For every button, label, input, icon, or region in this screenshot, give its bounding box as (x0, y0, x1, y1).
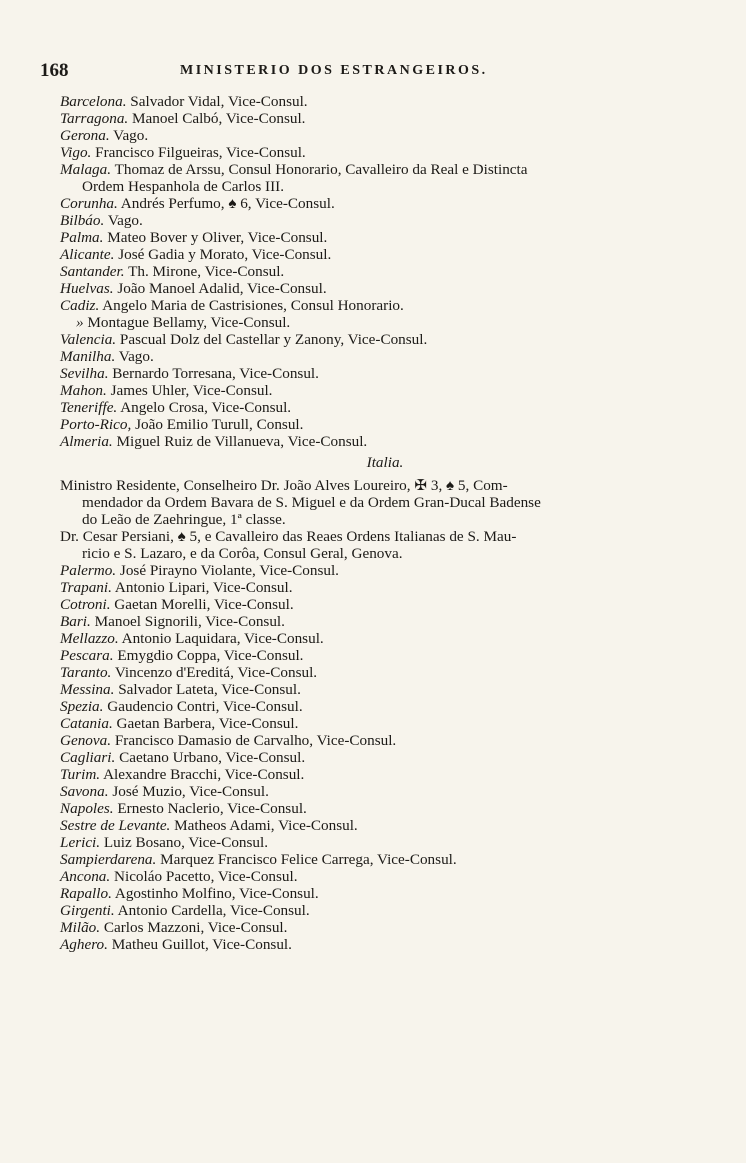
list-item (60, 93, 710, 110)
place-name: Genova. (60, 732, 112, 749)
minister-line: Ministro Residente, Conselheiro Dr. João Alves Loureiro, ✠ 3, ♠ 5, Com- (60, 477, 508, 494)
italia-minister-entry (60, 477, 710, 528)
page-number: 168 (40, 60, 69, 81)
list-item (60, 246, 710, 263)
place-name: Bilbáo. (60, 212, 105, 229)
list-item (60, 919, 710, 936)
consul-entry-text: Francisco Damasio de Carvalho, Vice-Consul. (111, 732, 397, 749)
list-item (60, 382, 710, 399)
list-item (60, 766, 710, 783)
list-item (60, 936, 710, 953)
place-name: Aghero. (60, 936, 108, 953)
list-item (60, 885, 710, 902)
list-item (60, 783, 710, 800)
running-title: MINISTERIO DOS ESTRANGEIROS. (180, 63, 488, 78)
minister-line: mendador da Ordem Bavara de S. Miguel e da Ordem Gran-Ducal Badense (82, 494, 541, 511)
place-name: Rapallo. (60, 885, 112, 902)
list-item (60, 596, 710, 613)
consul-entry-text: Ordem Hespanhola de Carlos III. (82, 178, 285, 195)
list-item (60, 178, 710, 195)
list-item (60, 144, 710, 161)
list-item (60, 902, 710, 919)
place-name: Corunha. (60, 195, 118, 212)
consul-entry-text: Carlos Mazzoni, Vice-Consul. (100, 919, 288, 936)
place-name: Spezia. (60, 698, 104, 715)
place-name: » (76, 314, 84, 331)
list-item (60, 297, 710, 314)
consul-entry-text: Matheu Guillot, Vice-Consul. (107, 936, 292, 953)
place-name: Gerona. (60, 127, 110, 144)
consul-entry-text: José Gadia y Morato, Vice-Consul. (114, 246, 332, 263)
list-item (60, 280, 710, 297)
list-item (60, 399, 710, 416)
consul-entry-text: Bernardo Torresana, Vice-Consul. (108, 365, 319, 382)
consul-entry-text: Antonio Lipari, Vice-Consul. (111, 579, 293, 596)
place-name: Messina. (60, 681, 115, 698)
place-name: Palermo. (60, 562, 117, 579)
consul-entry-text: Gaudencio Contri, Vice-Consul. (103, 698, 303, 715)
consul-entry-text: Angelo Crosa, Vice-Consul. (117, 399, 292, 416)
list-item (60, 562, 710, 579)
list-item (60, 229, 710, 246)
list-item (60, 161, 710, 178)
place-name: Mahon. (60, 382, 107, 399)
consul-entry-text: Vago. (109, 127, 149, 144)
spain-consul-list (60, 93, 710, 450)
list-item (60, 314, 710, 331)
consul-entry-text: Salvador Vidal, Vice-Consul. (126, 93, 308, 110)
consul-entry-text: Mateo Bover y Oliver, Vice-Consul. (103, 229, 328, 246)
consul-general-line: ricio e S. Lazaro, e da Corôa, Consul Geral, Genova. (82, 545, 403, 562)
list-item (60, 681, 710, 698)
consul-entry-text: Vago. (104, 212, 143, 229)
list-item (60, 263, 710, 280)
list-item (60, 817, 710, 834)
place-name: Cotroni. (60, 596, 111, 613)
place-name: Malaga. (60, 161, 112, 178)
consul-entry-text: Ernesto Naclerio, Vice-Consul. (113, 800, 307, 817)
list-item (60, 212, 710, 229)
consul-entry-text: Antonio Laquidara, Vice-Consul. (118, 630, 324, 647)
place-name: Vigo. (60, 144, 92, 161)
page-header (40, 60, 596, 86)
consul-entry-text: Montague Bellamy, Vice-Consul. (83, 314, 291, 331)
consul-entry-text: Gaetan Barbera, Vice-Consul. (112, 715, 299, 732)
consul-entry-text: João Manoel Adalid, Vice-Consul. (113, 280, 327, 297)
consul-entry-text: Pascual Dolz del Castellar y Zanony, Vice-Consul. (116, 331, 428, 348)
consul-entry-text: Andrés Perfumo, ♠ 6, Vice-Consul. (117, 195, 335, 212)
italia-consul-list (60, 562, 710, 953)
italia-consul-general-entry (60, 528, 710, 562)
consul-entry-text: Manoel Signorili, Vice-Consul. (90, 613, 285, 630)
list-item (60, 834, 710, 851)
list-item (60, 416, 710, 433)
place-name: Turim. (60, 766, 101, 783)
consul-entry-text: Alexandre Bracchi, Vice-Consul. (100, 766, 305, 783)
list-item (60, 749, 710, 766)
place-name: Trapani. (60, 579, 112, 596)
place-name: Taranto. (60, 664, 112, 681)
place-name: Huelvas. (60, 280, 114, 297)
list-item (60, 110, 710, 127)
consul-entry-text: Salvador Lateta, Vice-Consul. (114, 681, 301, 698)
list-item (60, 433, 710, 450)
consul-entry-text: José Muzio, Vice-Consul. (108, 783, 269, 800)
minister-line: do Leão de Zaehringue, 1ª classe. (82, 511, 286, 528)
consul-entry-text: Antonio Cardella, Vice-Consul. (114, 902, 310, 919)
place-name: Cadiz. (60, 297, 100, 314)
consul-entry-text: Manoel Calbó, Vice-Consul. (128, 110, 306, 127)
list-item (60, 800, 710, 817)
consul-list (60, 93, 710, 953)
consul-entry-text: Miguel Ruiz de Villanueva, Vice-Consul. (112, 433, 368, 450)
place-name: Catania. (60, 715, 113, 732)
consul-entry-text: Gaetan Morelli, Vice-Consul. (110, 596, 294, 613)
place-name: Ancona. (60, 868, 111, 885)
place-name: Tarragona. (60, 110, 129, 127)
list-item (60, 868, 710, 885)
list-item (60, 630, 710, 647)
consul-entry-text: Agostinho Molfino, Vice-Consul. (111, 885, 319, 902)
consul-entry-text: Luiz Bosano, Vice-Consul. (100, 834, 269, 851)
list-item (60, 732, 710, 749)
consul-entry-text: João Emilio Turull, Consul. (131, 416, 304, 433)
place-name: Pescara. (60, 647, 114, 664)
place-name: Almeria. (60, 433, 113, 450)
place-name: Barcelona. (60, 93, 127, 110)
place-name: Alicante. (60, 246, 115, 263)
consul-entry-text: Francisco Filgueiras, Vice-Consul. (91, 144, 306, 161)
place-name: Milão. (60, 919, 101, 936)
consul-general-line: Dr. Cesar Persiani, ♠ 5, e Cavalleiro das Reaes Ordens Italianas de S. Mau- (60, 528, 517, 545)
place-name: Napoles. (60, 800, 114, 817)
place-name: Mellazzo. (60, 630, 119, 647)
list-item (60, 579, 710, 596)
place-name: Santander. (60, 263, 125, 280)
place-name: Palma. (60, 229, 104, 246)
list-item (60, 195, 710, 212)
list-item (60, 613, 710, 630)
place-name: Lerici. (60, 834, 101, 851)
place-name: Cagliari. (60, 749, 116, 766)
consul-entry-text: José Pirayno Violante, Vice-Consul. (116, 562, 339, 579)
list-item (60, 664, 710, 681)
list-item (60, 348, 710, 365)
place-name: Teneriffe. (60, 399, 118, 416)
list-item (60, 365, 710, 382)
list-item (60, 127, 710, 144)
list-item (60, 647, 710, 664)
consul-entry-text: Nicoláo Pacetto, Vice-Consul. (110, 868, 298, 885)
place-name: Valencia. (60, 331, 117, 348)
section-title-italia: Italia. (366, 454, 404, 471)
place-name: Sevilha. (60, 365, 109, 382)
consul-entry-text: Th. Mirone, Vice-Consul. (124, 263, 285, 280)
list-item (60, 331, 710, 348)
place-name: Sampierdarena. (60, 851, 157, 868)
place-name: Savona. (60, 783, 109, 800)
consul-entry-text: Marquez Francisco Felice Carrega, Vice-Consul. (156, 851, 457, 868)
consul-entry-text: Thomaz de Arssu, Consul Honorario, Cavalleiro da Real e Distincta (111, 161, 528, 178)
place-name: Girgenti. (60, 902, 115, 919)
list-item (60, 851, 710, 868)
consul-entry-text: Vincenzo d'Ereditá, Vice-Consul. (111, 664, 318, 681)
list-item (60, 715, 710, 732)
consul-entry-text: Angelo Maria de Castrisiones, Consul Honorario. (99, 297, 404, 314)
place-name: Porto-Rico, (60, 416, 132, 433)
place-name: Sestre de Levante. (60, 817, 171, 834)
consul-entry-text: Vago. (115, 348, 154, 365)
place-name: Manilha. (60, 348, 116, 365)
consul-entry-text: Emygdio Coppa, Vice-Consul. (113, 647, 304, 664)
consul-entry-text: Caetano Urbano, Vice-Consul. (115, 749, 306, 766)
consul-entry-text: James Uhler, Vice-Consul. (106, 382, 273, 399)
consul-entry-text: Matheos Adami, Vice-Consul. (170, 817, 358, 834)
place-name: Bari. (60, 613, 91, 630)
list-item (60, 698, 710, 715)
